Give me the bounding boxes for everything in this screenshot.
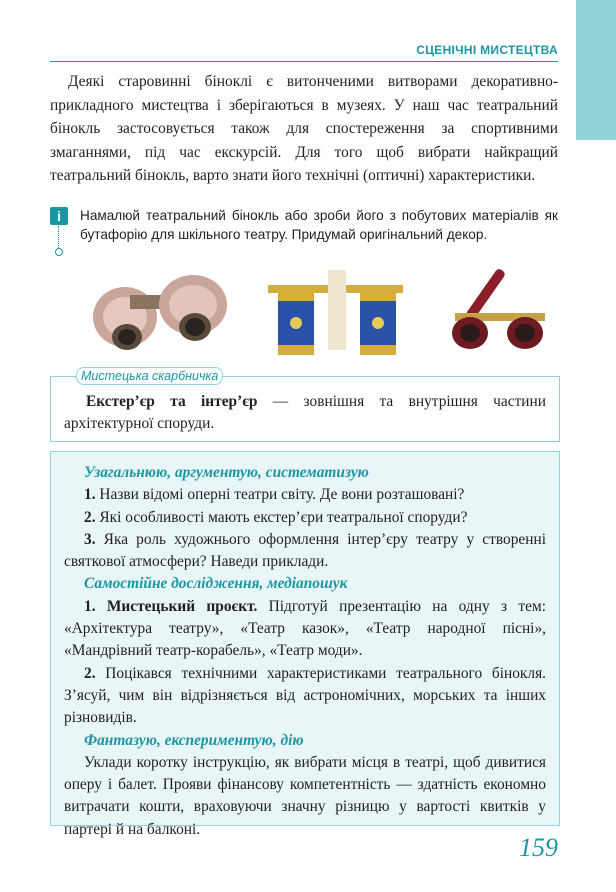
red-lorgnette-image: [452, 268, 545, 349]
pink-binoculars-image: [93, 275, 227, 350]
intro-paragraph: [50, 70, 558, 188]
fantasize-text: Уклади коротку інструкцію, як вибрати місця в театрі, щоб дивитися оперу і балет. Прояви фінансову компетентність — здатність економно витрачати кошти, враховуючи значну різницю у вартості квитків у партері й на балконі.: [64, 753, 546, 838]
corner-tab: [576, 0, 616, 140]
task-connector: [58, 226, 59, 250]
question-1-text: Назви відомі оперні театри світу. Де вони розташовані?: [95, 486, 465, 504]
heading-fantasize: Фантазую, експериментую, дію: [84, 731, 304, 749]
treasury-term: Екстер’єр та інтер’єр: [86, 393, 258, 410]
questions-content: [64, 462, 546, 841]
heading-research: Самостійне дослідження, медіапошук: [84, 575, 348, 593]
question-1: [64, 484, 546, 506]
task-dot: [55, 248, 63, 256]
research-2: [64, 663, 546, 730]
research-1-text: Підготуй презентацію на одну з тем: «Архітектура театру», «Театр казок», «Театр народної пісні», «Мандрівний театр-корабель», «Театр моди».: [64, 597, 546, 660]
gold-blue-binoculars-image: [268, 270, 403, 355]
research-1: [64, 596, 546, 663]
research-1-title: 1. Мистецький проєкт.: [84, 597, 258, 615]
question-1-number: 1.: [84, 486, 96, 504]
treasury-definition: — зовнішня та внутрішня частини архітектурної споруди.: [64, 393, 547, 432]
question-2-text: Які особливості мають екстер’єри театральної споруди?: [95, 508, 468, 526]
binoculars-images: [85, 265, 545, 365]
info-icon: i: [50, 207, 68, 225]
page-number: 159: [519, 833, 558, 862]
question-3-number: 3.: [84, 530, 96, 548]
question-3-text: Яка роль художнього оформлення інтер’єру театру у створенні святкової атмосфери? Наведи приклади.: [64, 530, 546, 571]
question-3: [64, 529, 546, 574]
treasury-tag: Мистецька скарбничка: [76, 367, 223, 385]
treasury-text: [64, 391, 546, 435]
research-2-text: Поцікався технічними характеристиками театрального бінокля. З’ясуй, чим він відрізняється від астрономічних, морських та інших різновидів.: [64, 664, 546, 727]
intro-text: Деякі старовинні біноклі є витонченими витворами декоративно-прикладного мистецтва і зберігаються в музеях. У наш час театральний бінокль застосовується також для спостереження за спортивними змаганнями, під час екскурсій. Для того щоб вибрати найкращий театральний бінокль, варто знати його технічні (оптичні) характеристики.: [50, 73, 558, 184]
heading-generalize: Узагальнюю, аргументую, систематизую: [84, 464, 369, 481]
question-2-number: 2.: [84, 508, 96, 526]
research-2-number: 2.: [84, 664, 96, 682]
question-2: [64, 507, 546, 529]
section-header: СЦЕНІЧНІ МИСТЕЦТВА: [416, 43, 558, 57]
task-text: Намалюй театральний бінокль або зроби його з побутових матеріалів як бутафорію для шкільного театру. Придумай оригінальний декор.: [80, 208, 558, 242]
header-rule: [50, 61, 558, 62]
